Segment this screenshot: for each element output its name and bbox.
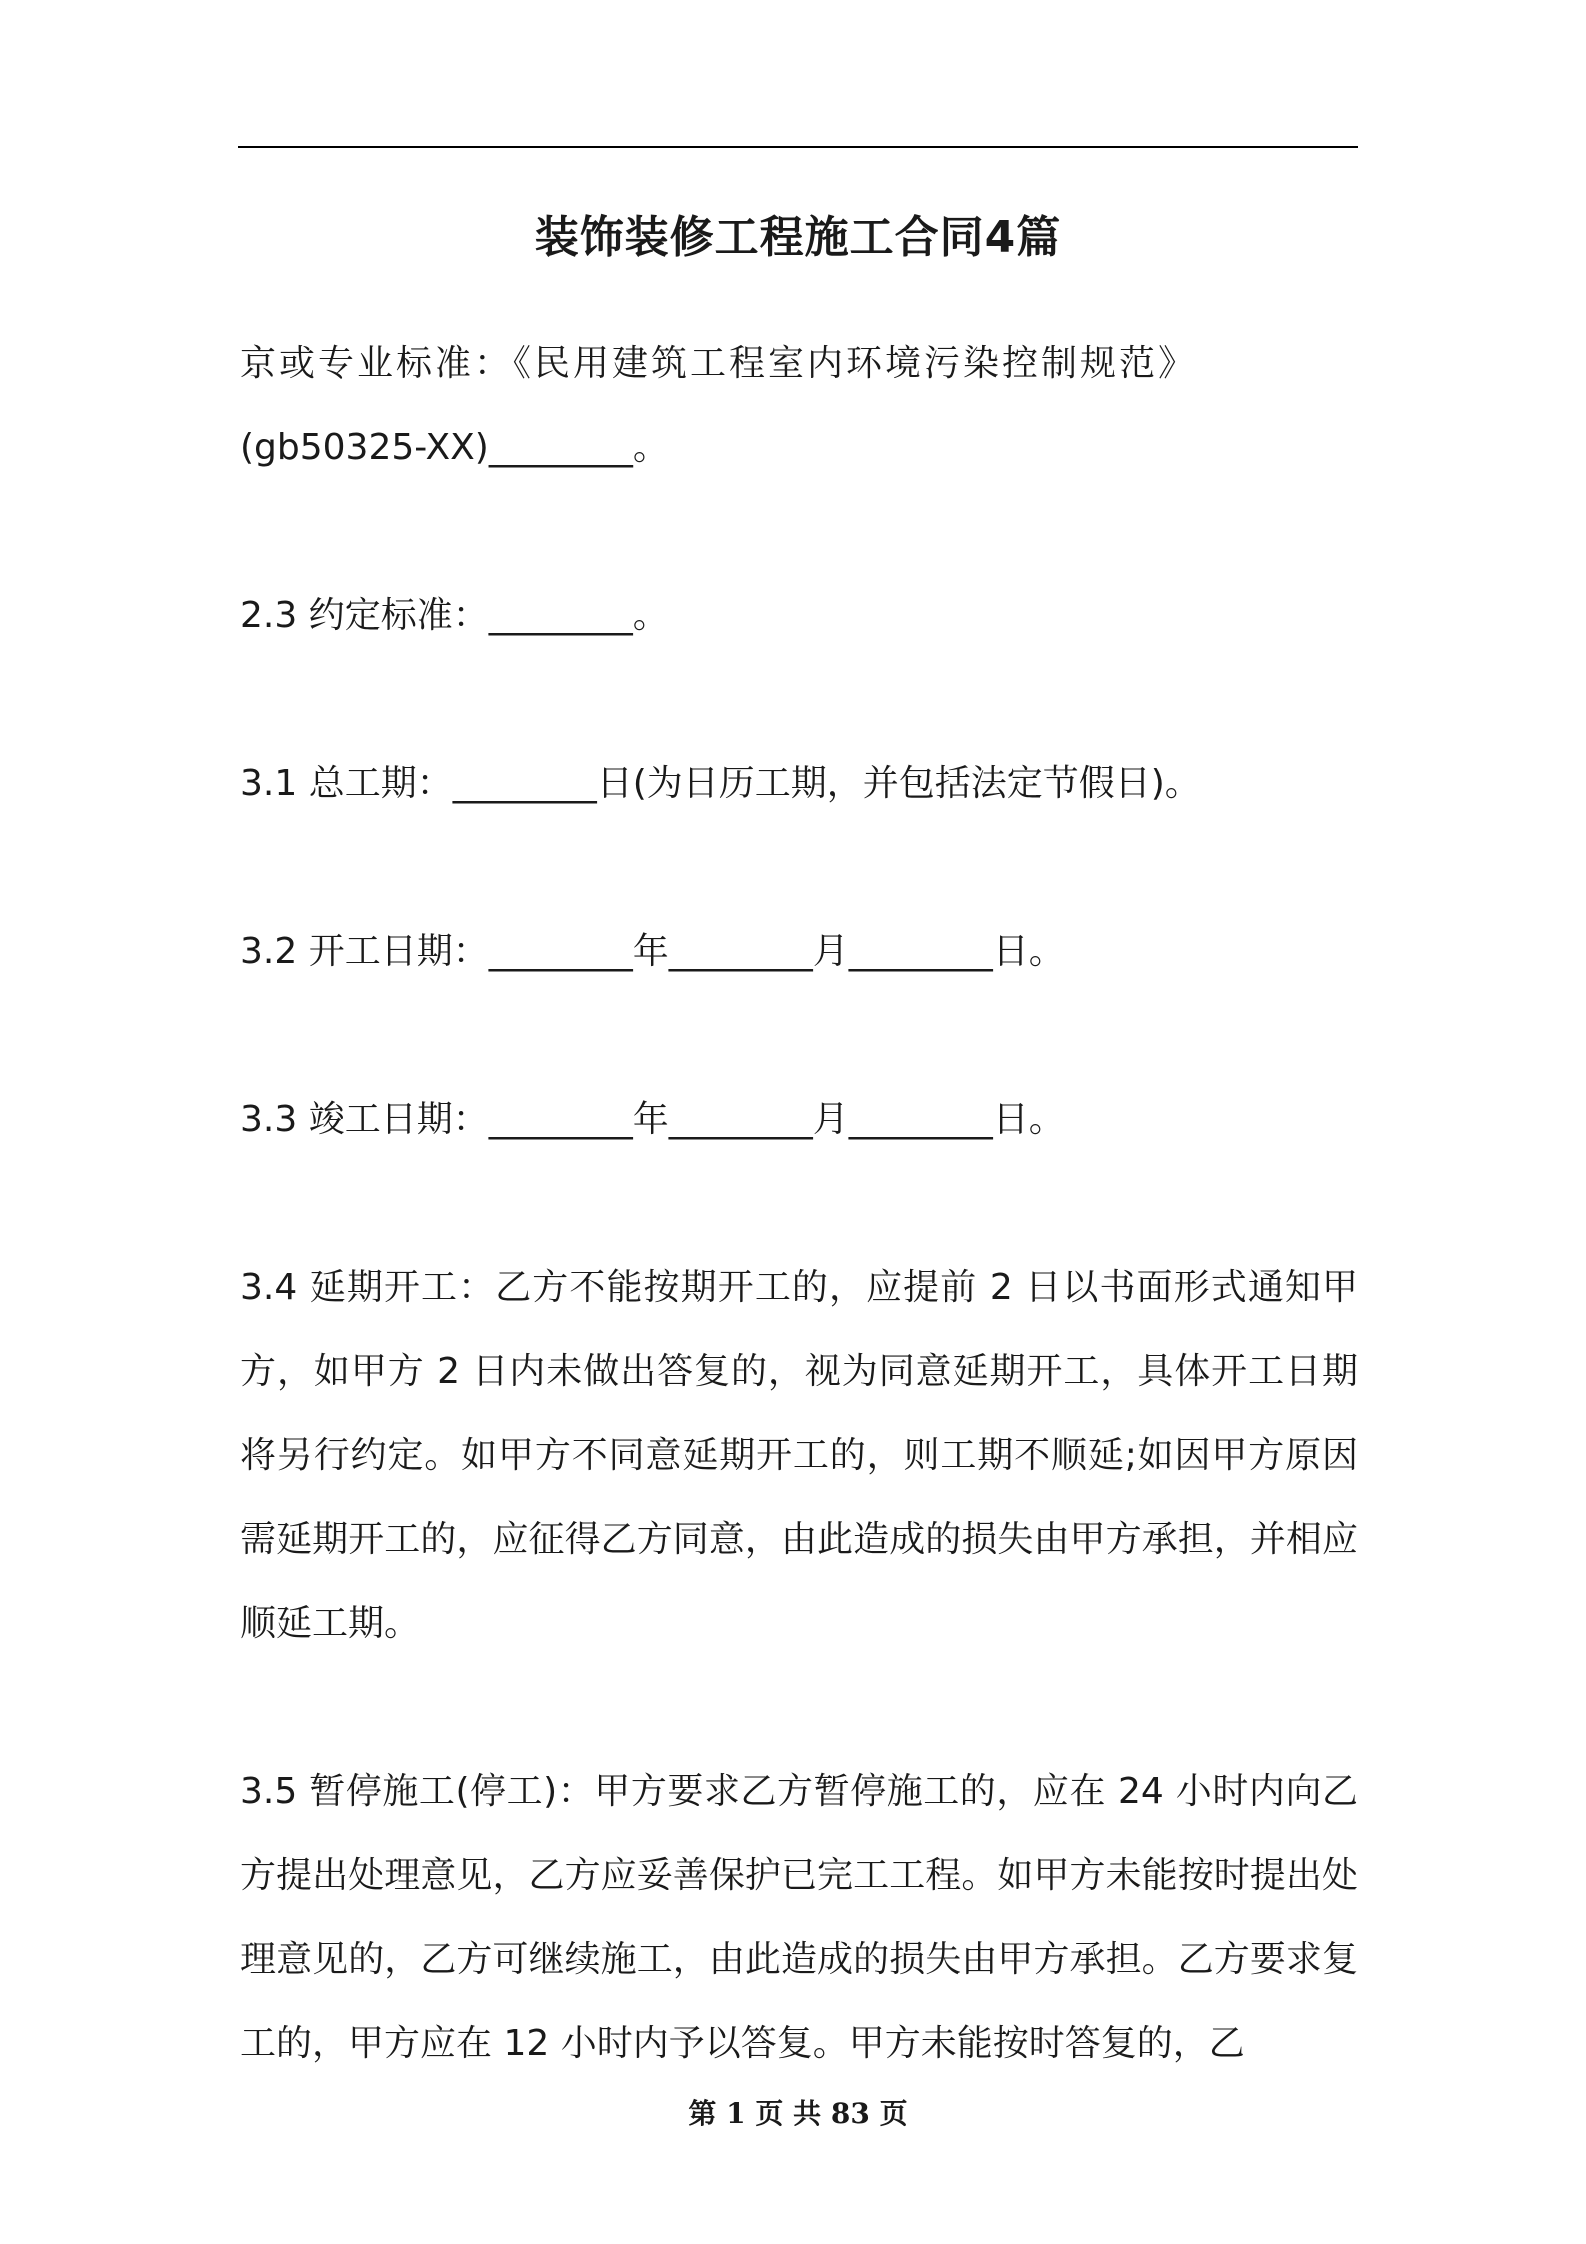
paragraph-gap (240, 1666, 1358, 1750)
paragraph-3-2: 3.2 开工日期：________年________月________日。 (240, 931, 1065, 972)
paragraph-3-1: 3.1 总工期：________日(为日历工期，并包括法定节假日)。 (240, 763, 1201, 804)
paragraph-standard-line2: (gb50325-XX)________。 (240, 427, 669, 468)
paragraph-standard-line1: 京或专业标准：《民用建筑工程室内环境污染控制规范》 (240, 343, 1198, 384)
paragraph-3-4: 3.4 延期开工：乙方不能按期开工的，应提前 2 日以书面形式通知甲方，如甲方 2 日内未做出答复的，视为同意延期开工，具体开工日期将另行约定。如甲方不同意延期开工的，则工期不顺延;如因甲方原因需延期开工的，应征得乙方同意，由此造成的损失由甲方承担，并相应顺延工期。 (240, 1267, 1358, 1644)
paragraph-3-5: 3.5 暂停施工(停工)：甲方要求乙方暂停施工的，应在 24 小时内向乙方提出处理意见，乙方应妥善保护已完工工程。如甲方未能按时提出处理意见的，乙方可继续施工，由此造成的损失由甲方承担。乙方要求复工的，甲方应在 12 小时内予以答复。甲方未能按时答复的，乙 (240, 1771, 1358, 2064)
paragraph-gap (240, 826, 1358, 910)
paragraph-gap (240, 490, 1358, 574)
paragraph-gap (240, 658, 1358, 742)
paragraph-2-3: 2.3 约定标准：________。 (240, 595, 669, 636)
header-rule (238, 146, 1358, 148)
paragraph-gap (240, 1162, 1358, 1246)
document-title: 装饰装修工程施工合同4篇 (534, 212, 1062, 263)
page-number: 第 1 页 共 83 页 (688, 2097, 908, 2130)
document-body (240, 322, 1358, 2086)
paragraph-3-3: 3.3 竣工日期：________年________月________日。 (240, 1099, 1065, 1140)
paragraph-gap (240, 994, 1358, 1078)
